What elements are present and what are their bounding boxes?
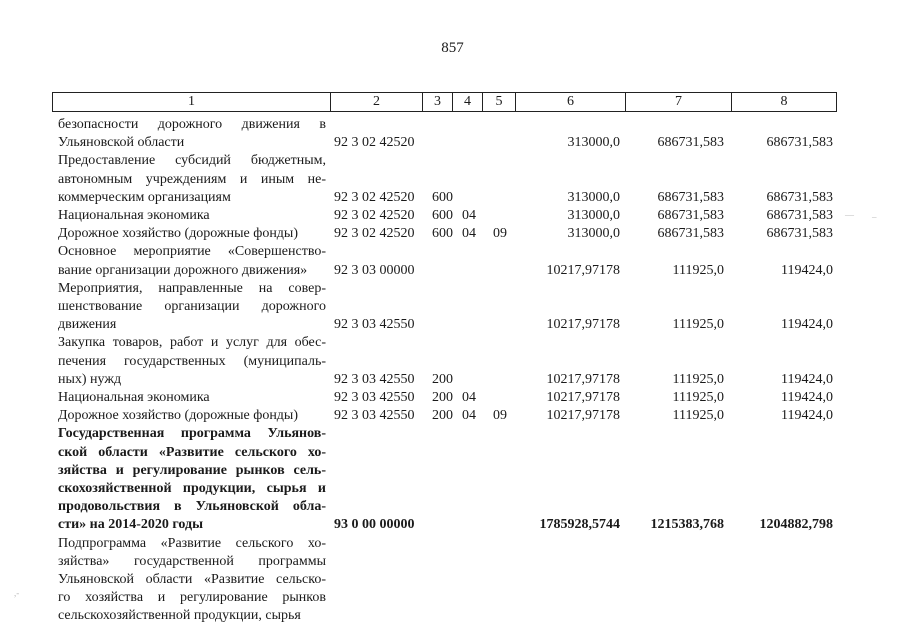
amount-col-8: 119424,0 [781, 317, 833, 333]
table-row [0, 116, 905, 152]
amount-col-8: 686731,583 [766, 226, 833, 242]
budget-code: 93 0 00 00000 [334, 517, 415, 533]
expense-type: 200 [432, 371, 453, 387]
amount-col-7: 111925,0 [672, 371, 724, 387]
table-row [0, 535, 905, 626]
column-header-table [52, 92, 837, 112]
budget-code: 92 3 02 42520 [334, 226, 415, 242]
header-col-1: 1 [53, 93, 331, 112]
header-col-3: 3 [423, 93, 453, 112]
description-line: сельскохозяйственной продукции, сырья [58, 608, 301, 624]
amount-col-6: 10217,97178 [546, 317, 620, 333]
table-row [0, 280, 905, 335]
amount-col-6: 10217,97178 [546, 262, 620, 278]
amount-col-8: 119424,0 [781, 371, 833, 387]
description-line: скохозяйственной продукции, сырья и [58, 481, 326, 496]
amount-col-8: 686731,583 [766, 208, 833, 223]
description-line: вание организации дорожного движения» [58, 262, 308, 278]
section-code: 04 [462, 226, 476, 242]
description-line: шенствование организации дорожного [58, 299, 326, 314]
description-line: Национальная экономика [58, 208, 210, 223]
row-description [58, 407, 326, 425]
amount-col-6: 10217,97178 [546, 390, 620, 405]
table-row [0, 152, 905, 207]
amount-col-7: 686731,583 [657, 189, 724, 205]
amount-col-6: 313000,0 [567, 208, 620, 223]
amount-col-6: 10217,97178 [546, 408, 620, 424]
expense-type: 200 [432, 390, 453, 405]
budget-code: 92 3 03 42550 [334, 408, 415, 424]
scan-artifact: — [845, 210, 854, 220]
subsection-code: 09 [493, 408, 507, 424]
header-col-5: 5 [483, 93, 516, 112]
amount-col-8: 1204882,798 [759, 517, 833, 533]
row-description [58, 207, 326, 225]
amount-col-6: 1785928,5744 [539, 517, 620, 533]
description-line: го хозяйства и регулирование рынков [58, 590, 326, 606]
budget-code: 92 3 02 42520 [334, 208, 415, 223]
budget-code: 92 3 03 42550 [334, 371, 415, 387]
subsection-code: 09 [493, 226, 507, 242]
budget-code: 92 3 03 00000 [334, 262, 415, 278]
amount-col-7: 111925,0 [672, 317, 724, 333]
table-row [0, 207, 905, 225]
table-row [0, 225, 905, 243]
description-line: движения [58, 317, 117, 333]
amount-col-6: 10217,97178 [546, 371, 620, 387]
amount-col-8: 119424,0 [781, 408, 833, 424]
table-row [0, 407, 905, 425]
section-code: 04 [462, 208, 476, 223]
header-col-7: 7 [626, 93, 732, 112]
amount-col-8: 119424,0 [781, 262, 833, 278]
scan-artifact: – [872, 212, 877, 222]
budget-code: 92 3 02 42520 [334, 189, 415, 205]
budget-code: 92 3 02 42520 [334, 135, 415, 151]
amount-col-8: 119424,0 [781, 390, 833, 405]
amount-col-6: 313000,0 [567, 135, 620, 151]
section-code: 04 [462, 408, 476, 424]
page-number: 857 [441, 40, 464, 56]
description-line: Основное мероприятие «Совершенство- [58, 244, 326, 260]
amount-col-7: 111925,0 [672, 262, 724, 278]
description-line: зяйства» государственной программы [58, 553, 326, 569]
description-line: Ульяновской области [58, 135, 185, 151]
table-row [0, 389, 905, 407]
amount-col-8: 686731,583 [766, 135, 833, 151]
description-line: печения государственных (муниципаль- [58, 353, 326, 369]
row-description [58, 280, 326, 335]
budget-code: 92 3 03 42550 [334, 317, 415, 333]
description-line: зяйства и регулирование рынков сель- [58, 462, 326, 478]
row-description [58, 152, 326, 207]
description-line: сти» на 2014-2020 годы [58, 517, 204, 533]
scan-artifact: ,- [14, 588, 20, 598]
expense-type: 600 [432, 189, 453, 205]
description-line: Дорожное хозяйство (дорожные фонды) [58, 408, 299, 424]
header-col-2: 2 [331, 93, 423, 112]
amount-col-7: 111925,0 [672, 390, 724, 405]
amount-col-7: 686731,583 [657, 226, 724, 242]
description-line: Подпрограмма «Развитие сельского хо- [58, 535, 326, 551]
description-line: продовольствия в Ульяновской обла- [58, 499, 326, 515]
row-description [58, 425, 326, 534]
table-row [0, 425, 905, 534]
table-row [0, 334, 905, 389]
row-description [58, 389, 326, 407]
description-line: Мероприятия, направленные на совер- [58, 280, 326, 296]
description-line: безопасности дорожного движения в [58, 117, 326, 132]
description-line: Дорожное хозяйство (дорожные фонды) [58, 226, 299, 242]
amount-col-6: 313000,0 [567, 226, 620, 242]
row-description [58, 225, 326, 243]
section-code: 04 [462, 390, 476, 405]
row-description [58, 535, 326, 626]
header-col-8: 8 [732, 93, 837, 112]
description-line: Закупка товаров, работ и услуг для обес- [58, 335, 326, 351]
header-col-6: 6 [516, 93, 626, 112]
row-description [58, 334, 326, 389]
description-line: Ульяновской области «Развитие сельско- [58, 572, 326, 587]
amount-col-8: 686731,583 [766, 189, 833, 205]
expense-type: 200 [432, 408, 453, 424]
amount-col-7: 111925,0 [672, 408, 724, 424]
table-row [0, 243, 905, 279]
row-description [58, 243, 326, 279]
description-line: ных) нужд [58, 371, 122, 387]
amount-col-7: 1215383,768 [650, 517, 724, 533]
description-line: Предоставление субсидий бюджетным, [58, 153, 326, 169]
description-line: автономным учреждениям и иным не- [58, 171, 326, 187]
amount-col-7: 686731,583 [657, 135, 724, 151]
description-line: Национальная экономика [58, 390, 210, 405]
description-line: Государственная программа Ульянов- [58, 426, 326, 442]
expense-type: 600 [432, 208, 453, 223]
amount-col-6: 313000,0 [567, 189, 620, 205]
header-col-4: 4 [453, 93, 483, 112]
budget-code: 92 3 03 42550 [334, 390, 415, 405]
description-line: коммерческим организациям [58, 189, 231, 205]
row-description [58, 116, 326, 152]
description-line: ской области «Развитие сельского хо- [58, 444, 326, 460]
expense-type: 600 [432, 226, 453, 242]
amount-col-7: 686731,583 [657, 208, 724, 223]
